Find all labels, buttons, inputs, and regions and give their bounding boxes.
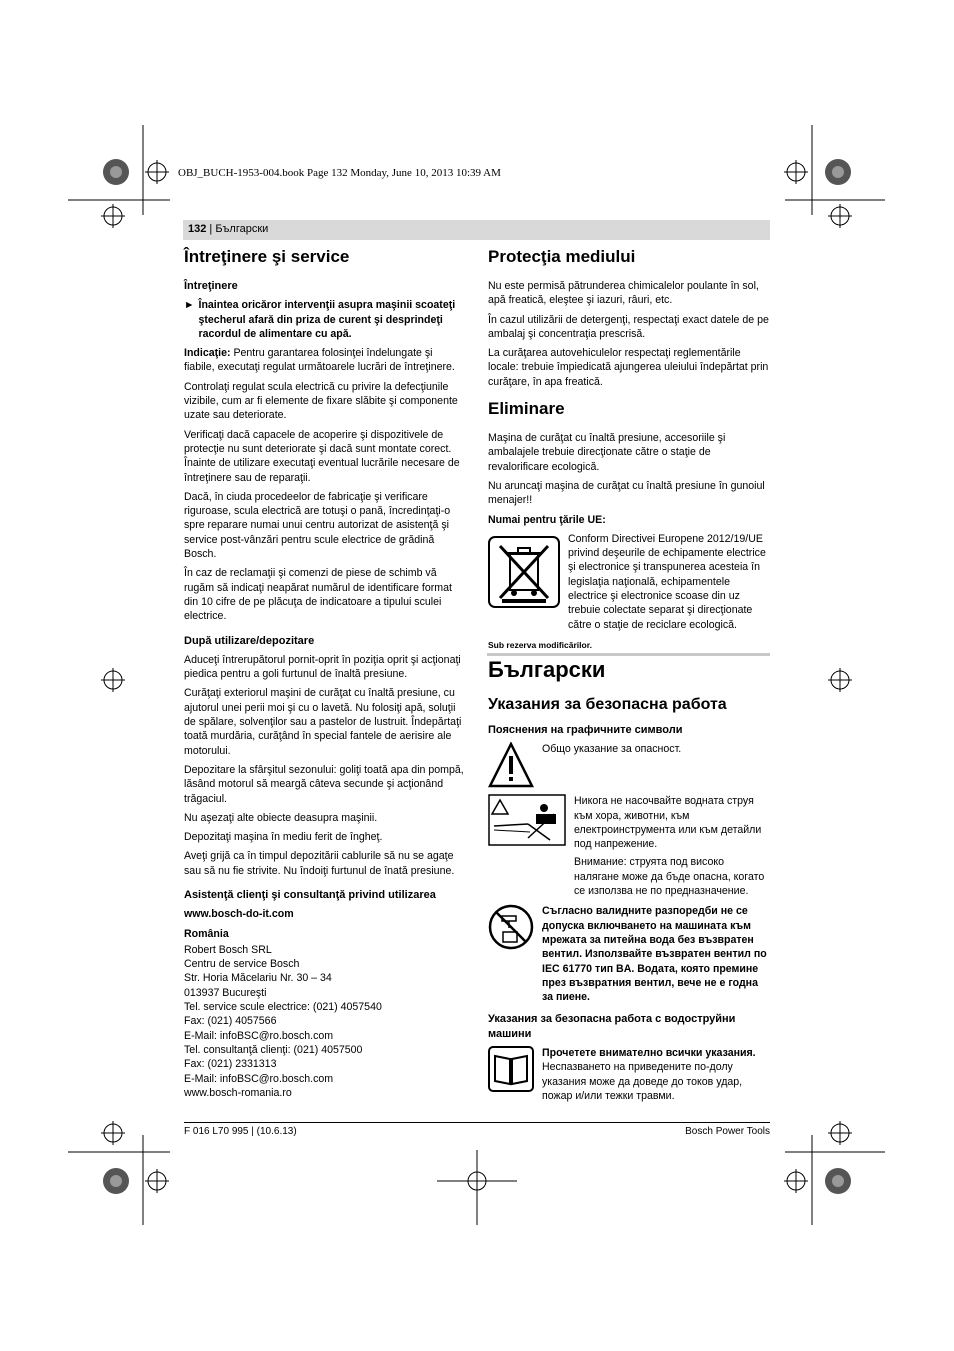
footer-rule [184, 1122, 770, 1123]
paragraph: Aveţi grijă ca în timpul depozitării cablurile să nu se agaţe sau să nu fie strivite. Nu îndoiţi furtunul de înată presiune. [184, 850, 455, 877]
paragraph: Maşina de curăţat cu înaltă presiune, accesoriile şi ambalajele trebuie direcţionate către o staţie de revalorificare ecologică. [488, 432, 726, 473]
paragraph: Nu este permisă pătrunderea chimicalelor poulante în sol, apă freatică, eleştee şi iazuri, râuri, etc. [488, 280, 759, 307]
paragraph: În cazul utilizării de detergenţi, respectaţi exact datele de pe ambalaj şi concentraţia prescrisă. [488, 313, 769, 340]
symbol-text: Съгласно валидните разпоредби не се допуска включването на машината към мрежата за питейна вода без възвратен вентил. Използвайте възвратен вентил по IEC 61770 тип BA. Водата, която премине през възвратния вентил, вече не е годна за пиене. [542, 905, 767, 1004]
symbol-row-drinking-water [488, 904, 770, 1004]
section-title-safety: Указания за безопасна работа [488, 696, 727, 713]
bulgarian-section [488, 657, 770, 1109]
paragraph: Indicaţie: Pentru garantarea folosinţei îndelungate şi fiabile, executaţi regulat următoarele lucrări de întreţinere. [184, 347, 455, 374]
language-separator [487, 653, 770, 656]
triangle-bullet-icon: ► [184, 299, 195, 312]
read-manual-icon [488, 1046, 534, 1092]
symbol-text: Внимание: струята под високо налягане може да бъде опасна, когато се използва не по предназначение. [574, 856, 765, 898]
paragraph: Depozitaţi maşina în mediu ferit de îngheţ. [184, 831, 383, 844]
weee-crossed-bin-icon [488, 536, 560, 608]
symbol-text: Общо указание за опасност. [542, 743, 682, 756]
symbol-text: Неспазването на приведените по-долу указания може да доведе до токов удар, пожар и/или тежки травми. [542, 1061, 743, 1102]
footer-code: F 016 L70 995 | (10.6.13) [184, 1126, 297, 1137]
footer-brand: Bosch Power Tools [685, 1126, 770, 1137]
subheading-symbols: Пояснения на графичните символи [488, 724, 683, 736]
warning-triangle-icon [488, 742, 534, 788]
paragraph: Nu aruncaţi maşina de curăţat cu înaltă presiune în gunoiul menajer!! [488, 479, 765, 507]
symbol-row-water-jet [488, 794, 770, 898]
print-slug: OBJ_BUCH-1953-004.book Page 132 Monday, June 10, 2013 10:39 AM [178, 167, 501, 179]
section-title-environment: Protecţia mediului [488, 247, 636, 266]
symbol-text: Никога не насочвайте водната струя към хора, животни, към електроинструмента или към детайли под напрежение. [574, 795, 762, 851]
paragraph: Controlaţi regulat scula electrică cu privire la defecţiunile vizibile, cum ar fi elemente de fixare slăbite şi componente uzate sau deteriorate. [184, 380, 458, 422]
subheading-customer-service: Asistenţă clienţi şi consultanţă privind utilizarea [184, 888, 436, 901]
symbol-row-danger [488, 742, 770, 788]
paragraph: Depozitare la sfârşitul sezonului: goliţi toată apa din pompă, lăsând motorul să meargă câteva secunde şi acţionând trăgaciul. [184, 763, 464, 805]
eu-label: Numai pentru ţările UE: [488, 513, 606, 526]
paragraph: Nu aşezaţi alte obiecte deasupra maşinii. [184, 811, 378, 824]
paragraph: Dacă, în ciuda procedeelor de fabricaţie şi verificare riguroase, scula electrică are totuşi o pană, încredinţaţi-o spre reparare numai unui centru autorizat de asistenţă şi service post-vânzări pentru scule electrice de grădină Bosch. [184, 490, 451, 561]
left-column [184, 247, 466, 1100]
website-link[interactable]: www.bosch-do-it.com [184, 908, 294, 921]
section-title-disposal: Eliminare [488, 399, 565, 419]
section-title-maintenance: Întreţinere şi service [184, 247, 350, 266]
no-drinking-water-icon [488, 904, 534, 950]
subheading-jet-safety: Указания за безопасна работа с водоструйни машини [488, 1013, 736, 1040]
paragraph: În caz de reclamaţii şi comenzi de piese de schimb vă rugăm să indicaţi neapărat numărul de identificare format din 10 cifre de pe plăcuţa de indicatoare a tipului sculei electrice. [184, 567, 452, 623]
page-header-bar [183, 220, 770, 240]
address-block: Robert Bosch SRL Centru de service Bosch Str. Horia Măcelariu Nr. 30 – 34 013937 Bucureşti Tel. service scule electrice: (021) 4057540 Fax: (021) 4057566 E-Mail: infoBSC@ro.bosch.com Tel. consultanţă clienţi: (021) 4057500 Fax: (021) 2331313 E-Mail: infoBSC@ro.bosch.com www.bosch-romania.ro [184, 943, 382, 1099]
paragraph: Verificaţi dacă capacele de acoperire şi dispozitivele de protecţie nu sunt deteriorate şi dacă sunt montate corect. Înainte de utilizare executaţi eventual lucrările necesare de întreţinere sau de reparaţii. [184, 428, 460, 484]
right-column [488, 247, 770, 657]
weee-row [488, 532, 770, 632]
paragraph: La curăţarea autovehiculelor respectaţi reglementările locale: trebuie împiedicată ajungerea uleiului îndepărtat prin curăţare, în apa freatică. [488, 347, 769, 388]
header-section: | Български [209, 223, 269, 235]
symbol-text: Прочетете внимателно всички указания. [542, 1047, 756, 1060]
symbol-row-manual [488, 1046, 770, 1103]
paragraph: Aduceţi întrerupătorul pornit-oprit în poziţia oprit şi acţionaţi piedica pentru a goli furtunul de înaltă presiune. [184, 653, 461, 681]
page-number: 132 [188, 223, 207, 235]
warning-bullet: ► Înaintea oricăror intervenţii asupra maşinii scoateţi ştecherul afară din priza de curent şi desprindeţi racordul de alimentare cu apă. [184, 299, 456, 340]
water-jet-hazard-icon [488, 794, 566, 846]
country: România [184, 927, 229, 940]
subheading-storage: După utilizare/depozitare [184, 634, 315, 647]
eu-text: Conform Directivei Europene 2012/19/UE privind deşeurile de echipamente electrice şi electronice şi transpunerea acesteia în legislaţia naţională, echipamentele electrice şi electronice scoase din uz trebuie colectate separat şi direcţionate către o staţie de reciclare ecologică. [568, 532, 766, 631]
language-title-bulgarian: Български [488, 657, 606, 682]
paragraph: Curăţaţi exteriorul maşini de curăţat cu înaltă presiune, cu ajutorul unei perii moi şi cu o lavetă. Nu folosiţi apă, soluţii de spălare, solvenţilor sau a pastelor de lustruit. Îndepărtaţi toată murdăria, curăţând în special fantele de aerisire ale motorului. [184, 687, 462, 757]
subheading-maintenance: Întreţinere [184, 280, 238, 292]
page-header [188, 223, 268, 235]
reserve-note: Sub rezerva modificărilor. [488, 639, 592, 650]
